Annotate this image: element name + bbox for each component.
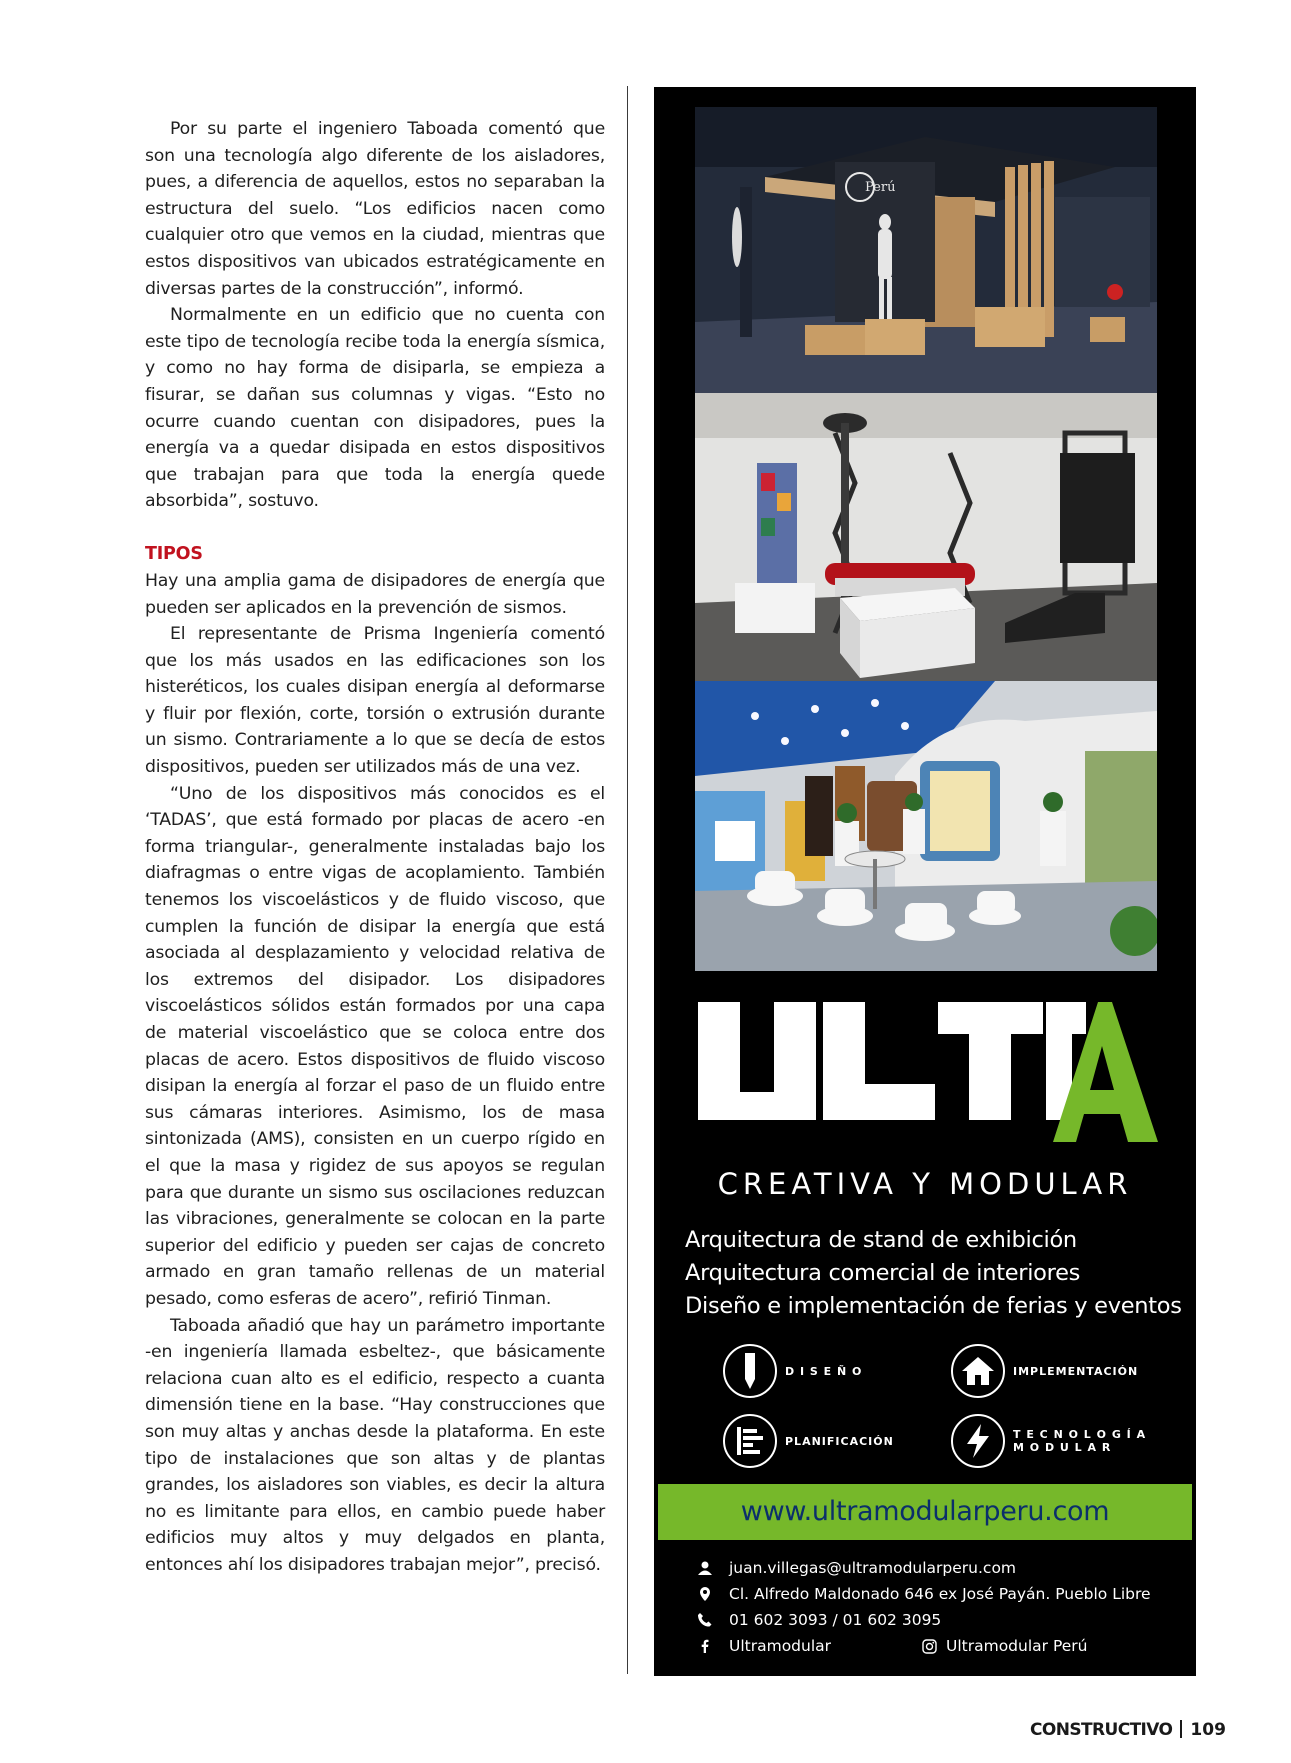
article-paragraph: Normalmente en un edificio que no cuenta con este tipo de tecnología recibe toda la energía sísmica, y como no hay forma de disiparla, se empieza a fisurar, se dañan sus columnas y vigas. “Esto no ocurre cuando cuentan con disipadores, pues la energía va a quedar disipada en estos dispositivos que trabajan para que toda la energía quede absorbida”, sostuvo. (145, 305, 605, 512)
contact-address: Cl. Alfredo Maldonado 646 ex José Payán. Pueblo Libre (729, 1585, 1151, 1603)
service-item: Arquitectura comercial de interiores (685, 1260, 1081, 1286)
stand-photo-peru (695, 107, 1157, 393)
contact-list (698, 1555, 1193, 1659)
ultra-advertisement (654, 87, 1196, 1676)
location-pin-icon (698, 1587, 712, 1601)
section-heading: TIPOS (145, 543, 203, 564)
article-paragraph: Por su parte el ingeniero Taboada comentó que son una tecnología algo diferente de los aisladores, pues, a diferencia de aquellos, estos no separaban la estructura del suelo. “Los edificios nacen como cualquier otro que vemos en la ciudad, mientras que estos dispositivos van ubicados estratégicamente en diversas partes de la construcción”, informó. (145, 119, 605, 299)
feature-label: D I S E Ñ O (785, 1365, 863, 1378)
user-icon (698, 1561, 712, 1575)
facebook-icon (698, 1639, 712, 1653)
ultra-logo (698, 1002, 1158, 1162)
article-paragraph: Taboada añadió que hay un parámetro importante -en ingeniería llamada esbeltez-, que básicamente relaciona cuan alto es el edificio, respecto a cuanta dimensión tiene en la base. “Hay construcciones que son muy altas y anchas desde la plataforma. En este tipo de instalaciones que son altas y de plantas grandes, los aisladores son viables, es decir la altura no es limitante para ellos, en cambio puede haber edificios muy altos y muy delgados en planta, entonces ahí los disipadores trabajan mejor”, precisó. (145, 1315, 605, 1575)
stand-sign-text: Perú (865, 180, 896, 195)
contact-social-row (698, 1633, 1193, 1659)
page-footer (1030, 1720, 1226, 1740)
services-list (685, 1224, 1185, 1323)
website-bar[interactable] (658, 1484, 1192, 1540)
footer-separator (1180, 1720, 1182, 1738)
article-column (145, 116, 605, 1578)
feature-label: T E C N O L O G Í A (1013, 1428, 1147, 1441)
contact-email[interactable]: juan.villegas@ultramodularperu.com (729, 1559, 1017, 1577)
phone-icon (698, 1613, 712, 1627)
article-paragraph: “Uno de los dispositivos más conocidos es el ‘TADAS’, que está formado por placas de acero -en forma triangular-, generalmente instaladas bajo los diafragmas o entre vigas de acoplamiento. También tenemos los viscoelásticos y de fluido viscoso, que cumplen la función de disipar la energía que está asociada al desplazamiento y velocidad relativa de los extremos del disipador. Los disipadores viscoelásticos sólidos están formados por una capa de material viscoelástico que se coloca entre dos placas de acero. Estos dispositivos de fluido viscoso disipan la energía al forzar el paso de un fluido entre sus cámaras interiores. Asimismo, los de masa sintonizada (AMS), consisten en un cuerpo rígido en el que la masa y rigidez de sus apoyos se regulan para que durante un sismo sus oscilaciones reduzcan las vibraciones, generalmente se colocan en la parte superior del edificio y pueden ser cajas de concreto armado en gran tamaño rellenas de un material pesado, como esferas de acero”, refirió Tinman. (145, 783, 605, 1309)
column-divider (627, 86, 628, 1674)
contact-address-row (698, 1581, 1193, 1607)
article-paragraph: El representante de Prisma Ingeniería comentó que los más usados en las edificaciones son los histeréticos, los cuales disipan energía al deformarse y fluir por flexión, corte, torsión o extrusión durante un sismo. Contrariamente a lo que se decía de estos dispositivos, pueden ser utilizados más de una vez. (145, 624, 605, 778)
list-icon (723, 1414, 777, 1468)
page-number: 109 (1190, 1720, 1226, 1740)
contact-phones: 01 602 3093 / 01 602 3095 (729, 1611, 942, 1629)
pencil-icon (723, 1344, 777, 1398)
contact-instagram[interactable]: Ultramodular Perú (946, 1637, 1088, 1655)
contact-facebook[interactable]: Ultramodular (729, 1637, 832, 1655)
contact-email-row (698, 1555, 1193, 1581)
magazine-name: CONSTRUCTIVO (1030, 1720, 1173, 1740)
website-url[interactable]: www.ultramodularperu.com (740, 1496, 1110, 1527)
contact-phone-row (698, 1607, 1193, 1633)
stand-photo-conservas (695, 681, 1157, 971)
service-item: Diseño e implementación de ferias y eventos (685, 1293, 1182, 1319)
house-icon (951, 1344, 1005, 1398)
ad-tagline: CREATIVA Y MODULAR (717, 1167, 1133, 1201)
feature-label: PLANIFICACIÓN (785, 1435, 894, 1448)
stand-photo-interior (695, 393, 1157, 681)
instagram-icon (922, 1639, 937, 1654)
article-paragraph: Hay una amplia gama de disipadores de energía que pueden ser aplicados en la prevención de sismos. (145, 570, 605, 618)
feature-label: IMPLEMENTACIÓN (1013, 1365, 1139, 1378)
service-item: Arquitectura de stand de exhibición (685, 1227, 1077, 1253)
lightning-icon (951, 1414, 1005, 1468)
feature-label: M O D U L A R (1013, 1441, 1112, 1454)
